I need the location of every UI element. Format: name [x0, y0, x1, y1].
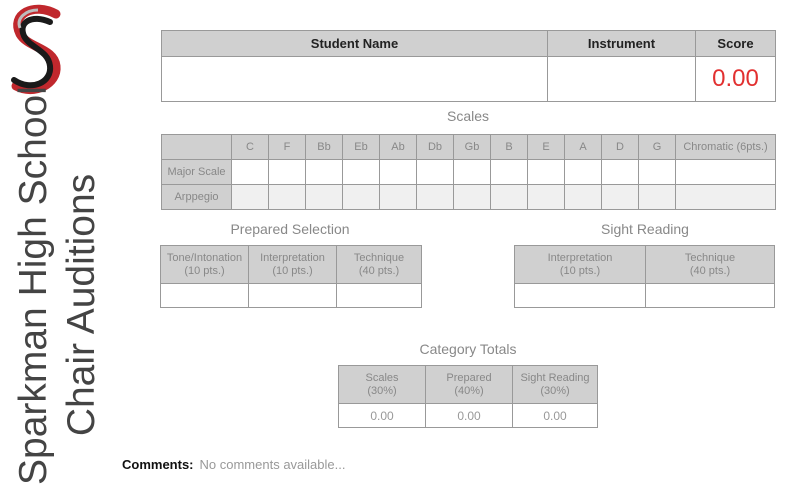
scale-cell[interactable]: [491, 185, 528, 210]
row-label-arpeggio: Arppegio: [162, 185, 232, 210]
score-value: 0.00: [696, 57, 776, 102]
column-name: Interpretation: [260, 251, 325, 264]
scale-col-a: A: [565, 135, 602, 160]
scale-cell[interactable]: [639, 185, 676, 210]
scale-col-g: G: [639, 135, 676, 160]
comments-text[interactable]: No comments available...: [199, 457, 346, 472]
instrument-field[interactable]: [548, 57, 696, 102]
column-points: (10 pts.): [184, 264, 225, 277]
scale-col-eb: Eb: [343, 135, 380, 160]
scale-col-gb: Gb: [454, 135, 491, 160]
scale-cell[interactable]: [417, 160, 454, 185]
scales-table: [161, 134, 776, 210]
scale-cell[interactable]: [565, 160, 602, 185]
sight-title: Sight Reading: [601, 221, 689, 237]
student-name-header: Student Name: [162, 31, 548, 57]
sight-table: [514, 245, 775, 308]
audition-title: Chair Auditions: [60, 173, 103, 437]
prepared-title: Prepared Selection: [230, 221, 350, 237]
school-title: [10, 86, 120, 485]
scale-col-e: E: [528, 135, 565, 160]
comments-label: Comments:: [122, 457, 194, 472]
column-points: (10 pts.): [559, 264, 601, 277]
scale-cell[interactable]: [232, 160, 269, 185]
instrument-header: Instrument: [548, 31, 696, 57]
scale-col-c: C: [232, 135, 269, 160]
prepared-col-technique: [337, 246, 422, 284]
totals-table: [338, 365, 598, 428]
score-header: Score: [696, 31, 776, 57]
scale-cell[interactable]: [380, 185, 417, 210]
column-name: Tone/Intonation: [166, 251, 243, 264]
column-name: Prepared: [446, 371, 492, 384]
scale-cell[interactable]: [343, 185, 380, 210]
scale-cell[interactable]: [528, 185, 565, 210]
column-name: Interpretation: [547, 251, 613, 264]
table-row: [162, 160, 776, 185]
prepared-table: [160, 245, 422, 308]
prepared-interpretation-input[interactable]: [249, 284, 337, 308]
scale-col-f: F: [269, 135, 306, 160]
student-header-table: [161, 30, 776, 102]
scale-cell[interactable]: [565, 185, 602, 210]
scale-cell[interactable]: [602, 185, 639, 210]
totals-title: Category Totals: [419, 341, 517, 357]
scale-cell[interactable]: [528, 160, 565, 185]
scale-cell[interactable]: [602, 160, 639, 185]
scale-col-bb: Bb: [306, 135, 343, 160]
scale-cell[interactable]: [639, 160, 676, 185]
scale-cell[interactable]: [306, 160, 343, 185]
scale-cell[interactable]: [454, 160, 491, 185]
column-name: Scales: [365, 371, 399, 384]
scale-col-ab: Ab: [380, 135, 417, 160]
prepared-col-tone: [161, 246, 249, 284]
scale-cell[interactable]: [491, 160, 528, 185]
totals-col-prepared: [426, 366, 513, 404]
column-percent: (30%): [540, 384, 570, 397]
table-row: [162, 185, 776, 210]
prepared-tone-input[interactable]: [161, 284, 249, 308]
scale-cell[interactable]: [380, 160, 417, 185]
scale-cell[interactable]: [676, 160, 776, 185]
scale-cell[interactable]: [343, 160, 380, 185]
comments-section: [122, 457, 345, 472]
column-points: (10 pts.): [272, 264, 313, 277]
column-name: Technique: [353, 251, 405, 264]
column-percent: (40%): [454, 384, 484, 397]
scale-cell[interactable]: [232, 185, 269, 210]
student-name-field[interactable]: [162, 57, 548, 102]
scale-cell[interactable]: [417, 185, 454, 210]
column-points: (40 pts.): [358, 264, 400, 277]
row-label-major-scale: Major Scale: [162, 160, 232, 185]
totals-col-scales: [339, 366, 426, 404]
scale-col-d: D: [602, 135, 639, 160]
scale-cell[interactable]: [269, 160, 306, 185]
scales-title: Scales: [446, 108, 490, 124]
prepared-total-value: 0.00: [426, 404, 513, 428]
column-name: Technique: [684, 251, 736, 264]
school-name: Sparkman High School: [12, 86, 55, 485]
sight-technique-input[interactable]: [646, 284, 775, 308]
scales-total-value: 0.00: [339, 404, 426, 428]
sight-col-interpretation: [515, 246, 646, 284]
scales-corner-header: [162, 135, 232, 160]
column-percent: (30%): [367, 384, 397, 397]
scale-cell[interactable]: [306, 185, 343, 210]
scale-cell[interactable]: [454, 185, 491, 210]
scale-cell[interactable]: [269, 185, 306, 210]
column-points: (40 pts.): [689, 264, 731, 277]
sight-interpretation-input[interactable]: [515, 284, 646, 308]
scale-cell[interactable]: [676, 185, 776, 210]
sight-col-technique: [646, 246, 775, 284]
totals-col-sight-reading: [513, 366, 598, 404]
scale-col-b: B: [491, 135, 528, 160]
scale-col-db: Db: [417, 135, 454, 160]
prepared-technique-input[interactable]: [337, 284, 422, 308]
prepared-col-interpretation: [249, 246, 337, 284]
scale-col-chromatic: Chromatic (6pts.): [676, 135, 776, 160]
column-name: Sight Reading: [520, 371, 590, 384]
sight-reading-total-value: 0.00: [513, 404, 598, 428]
